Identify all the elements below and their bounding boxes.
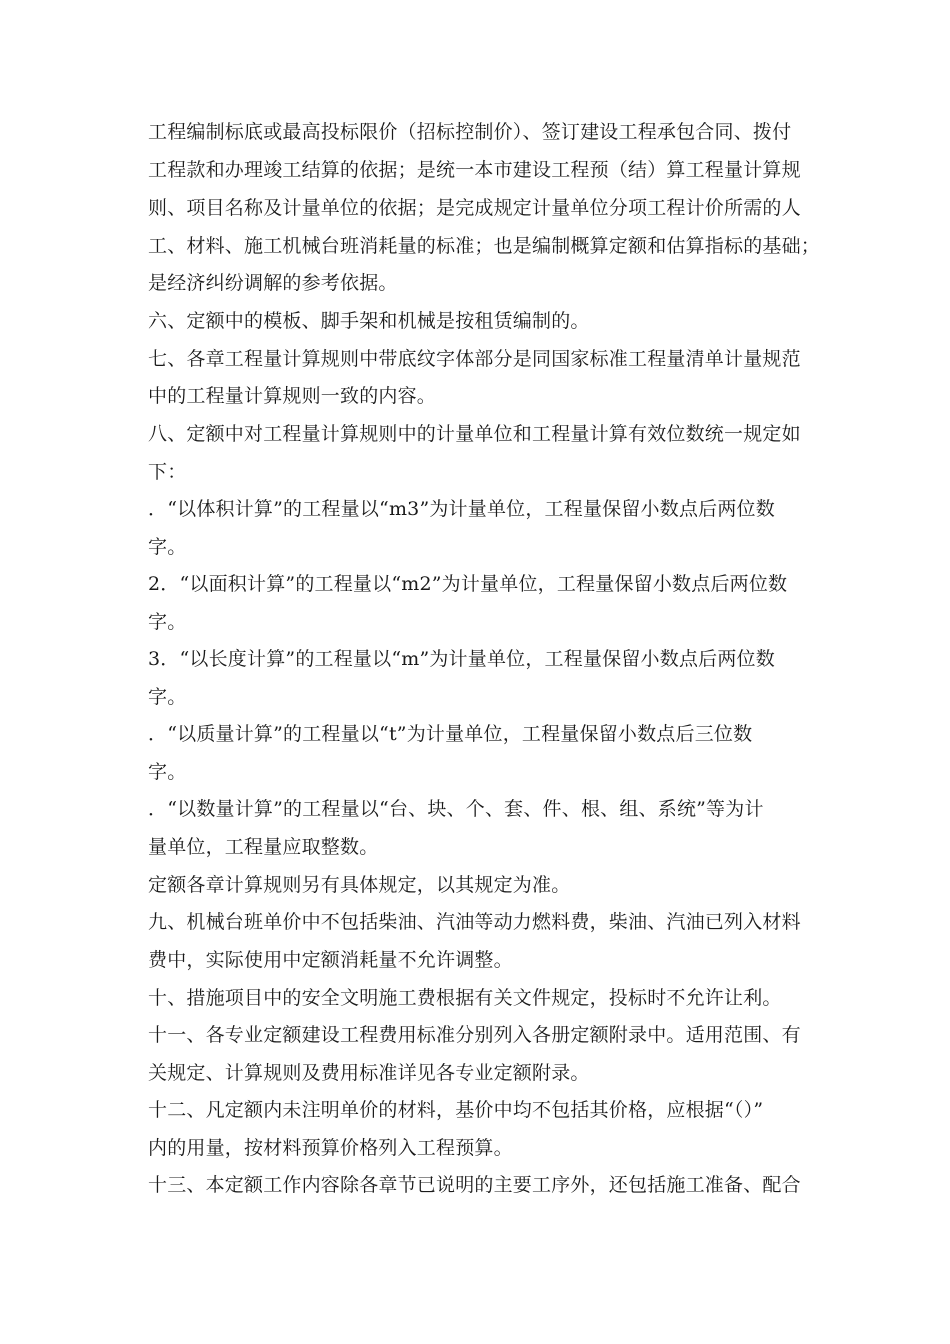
text-line: 工、材料、施工机械台班消耗量的标准；也是编制概算定额和估算指标的基础； xyxy=(148,235,821,257)
text-line: 七、各章工程量计算规则中带底纹字体部分是同国家标准工程量清单计量规范 xyxy=(148,348,801,370)
text-line: 字。 xyxy=(148,611,187,633)
text-line: 内的用量，按材料预算价格列入工程预算。 xyxy=(148,1137,513,1159)
text-line: 十三、本定额工作内容除各章节已说明的主要工序外，还包括施工准备、配合 xyxy=(148,1174,801,1196)
text-line: 字。 xyxy=(148,761,187,783)
text-line: 十二、凡定额内未注明单价的材料，基价中均不包括其价格，应根据“（）” xyxy=(148,1099,764,1121)
text-line: ．“以质量计算”的工程量以“t”为计量单位，工程量保留小数点后三位数 xyxy=(148,723,753,745)
text-line: 则、项目名称及计量单位的依据；是完成规定计量单位分项工程计价所需的人 xyxy=(148,197,801,219)
text-line: 六、定额中的模板、脚手架和机械是按租赁编制的。 xyxy=(148,310,590,332)
text-line: 十、措施项目中的安全文明施工费根据有关文件规定，投标时不允许让利。 xyxy=(148,987,782,1009)
text-line: ．“以体积计算”的工程量以“m3”为计量单位，工程量保留小数点后两位数 xyxy=(148,498,775,520)
text-line: 字。 xyxy=(148,686,187,708)
text-line: 是经济纠纷调解的参考依据。 xyxy=(148,272,398,294)
text-line: 3．“以长度计算”的工程量以“m”为计量单位，工程量保留小数点后两位数 xyxy=(148,648,775,670)
text-line: 2．“以面积计算”的工程量以“m2”为计量单位，工程量保留小数点后两位数 xyxy=(148,573,788,595)
text-line: 工程款和办理竣工结算的依据；是统一本市建设工程预（结）算工程量计算规 xyxy=(148,159,801,181)
text-line: 关规定、计算规则及费用标准详见各专业定额附录。 xyxy=(148,1062,590,1084)
text-line: ．“以数量计算”的工程量以“台、块、个、套、件、根、组、系统”等为计 xyxy=(148,798,764,820)
text-line: 中的工程量计算规则一致的内容。 xyxy=(148,385,437,407)
text-line: 九、机械台班单价中不包括柴油、汽油等动力燃料费，柴油、汽油已列入材料 xyxy=(148,911,801,933)
text-line: 量单位，工程量应取整数。 xyxy=(148,836,379,858)
text-line: 八、定额中对工程量计算规则中的计量单位和工程量计算有效位数统一规定如 xyxy=(148,423,801,445)
text-line: 费中，实际使用中定额消耗量不允许调整。 xyxy=(148,949,513,971)
text-line: 工程编制标底或最高投标限价（招标控制价）、签订建设工程承包合同、拨付 xyxy=(148,121,792,143)
text-line: 十一、各专业定额建设工程费用标准分别列入各册定额附录中。适用范围、有 xyxy=(148,1024,801,1046)
text-line: 定额各章计算规则另有具体规定，以其规定为准。 xyxy=(148,874,571,896)
text-line: 下： xyxy=(148,461,187,483)
text-line: 字。 xyxy=(148,536,187,558)
